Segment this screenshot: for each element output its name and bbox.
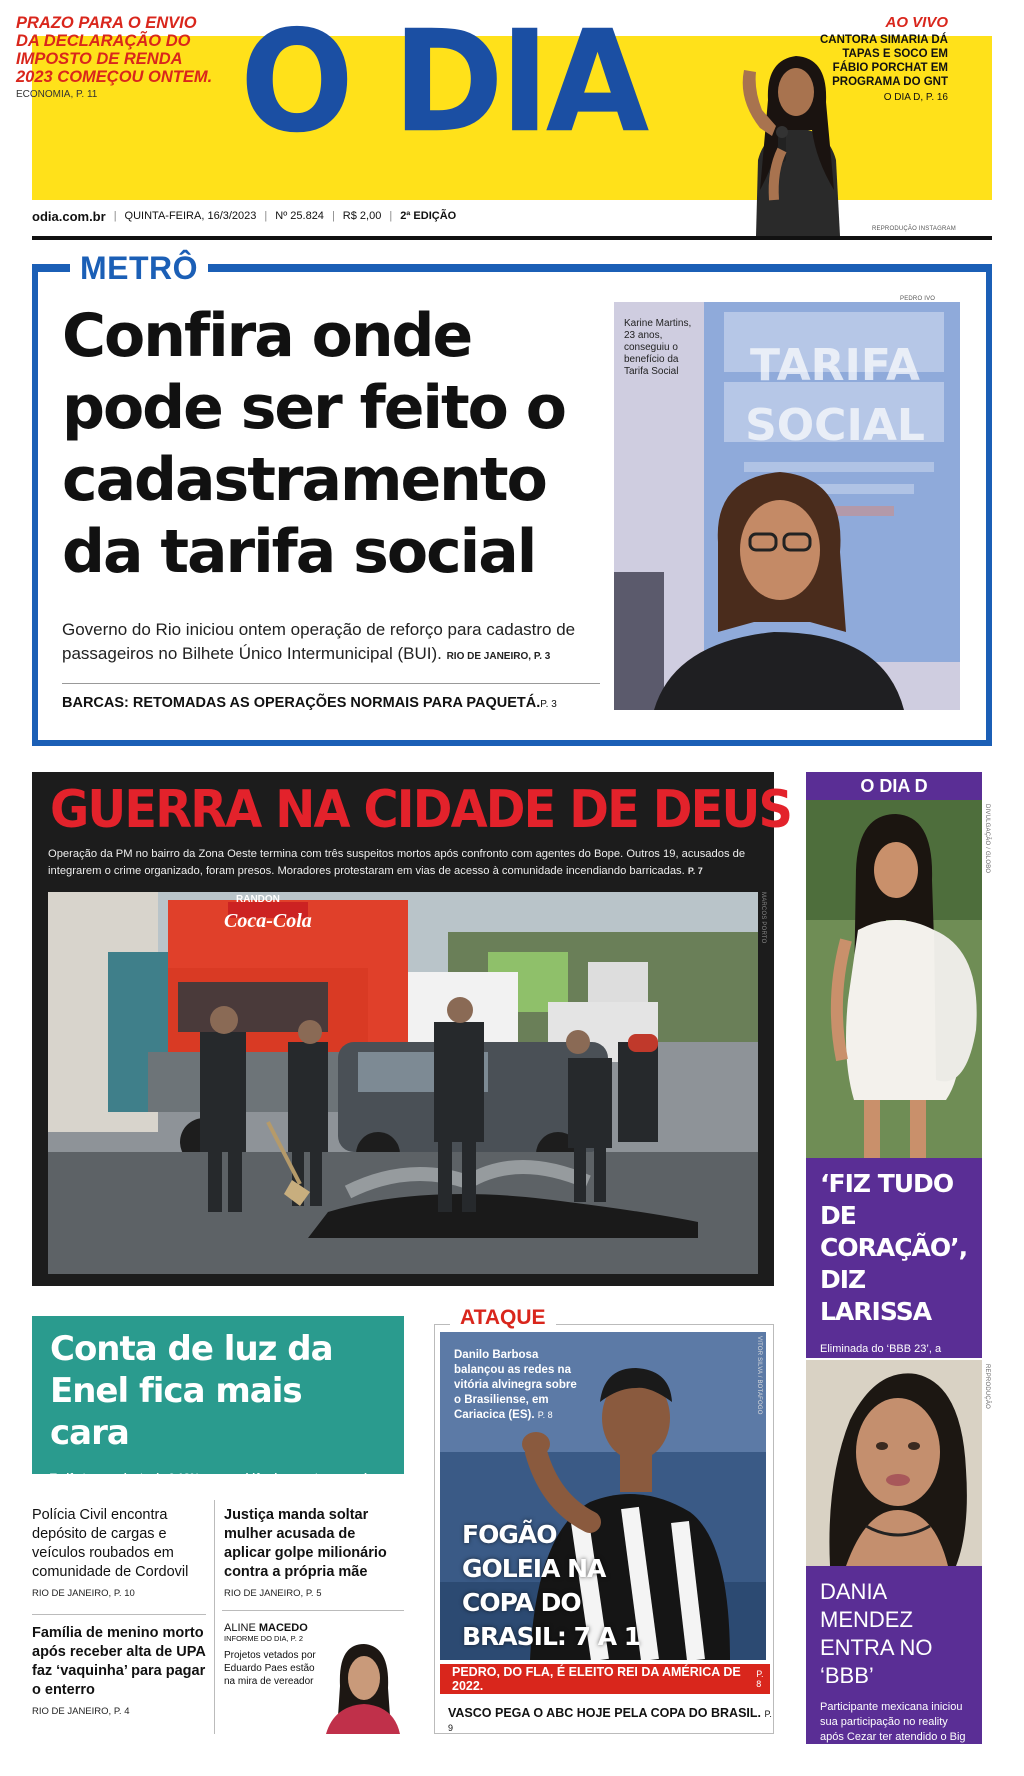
- pedro-ref: P. 8: [756, 1669, 764, 1689]
- edition-price: R$ 2,00: [342, 210, 382, 222]
- pedro-story[interactable]: [440, 1664, 770, 1694]
- tarifa-sign-line1: TARIFA: [750, 340, 920, 391]
- story-divider: [32, 1614, 206, 1615]
- ataque-headline[interactable]: FOGÃO GOLEIA NA COPA DO BRASIL: 7 A 1: [462, 1520, 641, 1651]
- edition-label: 2ª EDIÇÃO: [400, 210, 457, 222]
- metro-divider: [62, 683, 600, 684]
- larissa-photo: [806, 800, 982, 1158]
- dania-subtitle-text: Participante mexicana iniciou sua participação no reality após Cezar ter atendido o Big Fone.: [820, 1701, 966, 1758]
- dania-story[interactable]: [806, 1566, 982, 1758]
- masthead-right-teaser[interactable]: [820, 14, 948, 103]
- info-line: [32, 206, 992, 226]
- justica-story[interactable]: [224, 1506, 404, 1603]
- larissa-story[interactable]: [806, 1158, 982, 1358]
- simaria-ref: O DIA D, P. 16: [883, 92, 948, 103]
- truck-brand: Coca-Cola: [224, 910, 312, 932]
- tarifa-photo-caption: Karine Martins, 23 anos, conseguiu o benefício da Tarifa Social: [624, 318, 692, 377]
- dania-subtitle: [820, 1700, 968, 1760]
- vasco-story[interactable]: [448, 1706, 774, 1734]
- barcas-ref: P. 3: [540, 699, 557, 710]
- columnist-box[interactable]: [224, 1622, 324, 1688]
- larissa-headline: ‘FIZ TUDO DE CORAÇÃO’, DIZ LARISSA: [820, 1169, 968, 1326]
- vasco-headline: VASCO PEGA O ABC HOJE PELA COPA DO BRASIL.: [448, 1706, 761, 1720]
- aline-macedo-photo: [320, 1636, 404, 1734]
- separator: |: [113, 210, 117, 222]
- metro-headline[interactable]: Confira onde pode ser feito o cadastramento da tarifa social: [62, 301, 565, 587]
- tax-headline: PRAZO PARA O ENVIO DA DECLARAÇÃO DO IMPOSTO DE RENDA 2023 COMEÇOU ONTEM.: [16, 14, 213, 86]
- odia-logo[interactable]: O DIA: [240, 0, 646, 164]
- columnist-role: INFORME DO DIA, P. 2: [224, 1634, 304, 1643]
- edition-date: QUINTA-FEIRA, 16/3/2023: [124, 210, 257, 222]
- guerra-subtitle: [48, 846, 768, 880]
- dania-photo-credit: REPRODUÇÃO: [984, 1364, 990, 1410]
- luz-story[interactable]: [32, 1316, 404, 1500]
- live-tag: AO VIVO: [885, 14, 948, 31]
- luz-subtitle: [50, 1470, 386, 1503]
- pedro-headline: PEDRO, DO FLA, É ELEITO REI DA AMÉRICA DE 2022.: [452, 1665, 741, 1693]
- truck-top: RANDON: [236, 894, 280, 905]
- barcas-headline: BARCAS: RETOMADAS AS OPERAÇÕES NORMAIS PARA PAQUETÁ.: [62, 695, 541, 711]
- larissa-subtitle-text: Eliminada do ‘BBB 23’, a: [820, 1343, 942, 1355]
- metro-subtitle-text: Governo do Rio iniciou ontem operação de reforço para cadastro de passageiros no Bilhete Único Intermunicipal (BUI).: [62, 620, 576, 663]
- justica-headline: Justiça manda soltar mulher acusada de aplicar golpe milionário contra a própria mãe: [224, 1507, 387, 1580]
- larissa-photo-credit: DIVULGAÇÃO / GLOBO: [984, 804, 990, 874]
- tarifa-sign-line2: SOCIAL: [745, 400, 925, 451]
- policia-story[interactable]: [32, 1506, 208, 1603]
- barcas-story[interactable]: [62, 695, 622, 711]
- tarifa-sign: [730, 336, 940, 456]
- ataque-caption-ref: P. 8: [537, 1410, 553, 1420]
- familia-headline: Família de menino morto após receber alta de UPA faz ‘vaquinha’ para pagar o enterro: [32, 1625, 206, 1698]
- site-url[interactable]: odia.com.br: [32, 208, 106, 224]
- masthead-left-teaser[interactable]: [16, 14, 216, 100]
- separator: |: [264, 210, 268, 222]
- luz-subtitle-text: Tarifa teve reajuste de 6,18% para residências e entrou em vigor ontem em 66 municípios do Estado do Rio.: [50, 1472, 385, 1500]
- guerra-subtitle-text: Operação da PM no bairro da Zona Oeste termina com três suspeitos mortos após confronto com agentes do Bope. Outros 19, acusados de integrarem o crime organizado, foram presos. Moradores protestaram em vias de acesso à comunidade incendiando barricadas.: [48, 848, 746, 877]
- odiad-section-label[interactable]: O DIA D: [806, 772, 982, 800]
- justica-ref: RIO DE JANEIRO, P. 5: [224, 1588, 322, 1599]
- guerra-headline[interactable]: GUERRA NA CIDADE DE DEUS: [50, 780, 792, 840]
- columnist-last-name: MACEDO: [258, 1622, 308, 1634]
- luz-headline: Conta de luz da Enel fica mais cara: [50, 1329, 333, 1453]
- ataque-photo-credit: VITOR SILVA / BOTAFOGO: [756, 1336, 762, 1415]
- tax-ref: ECONOMIA, P. 11: [16, 89, 98, 100]
- vasco-ref: P. 9: [448, 1709, 772, 1733]
- dania-ref: P. 16: [851, 1747, 872, 1757]
- guerra-photo: [48, 892, 758, 1274]
- columnist-name: [224, 1622, 324, 1634]
- metro-subtitle: [62, 618, 610, 669]
- guerra-photo-credit: MARCOS PORTO: [760, 892, 766, 944]
- familia-ref: RIO DE JANEIRO, P. 4: [32, 1706, 130, 1717]
- column-divider: [214, 1500, 215, 1734]
- policia-ref: RIO DE JANEIRO, P. 10: [32, 1588, 135, 1599]
- metro-ref: RIO DE JANEIRO, P. 3: [446, 651, 551, 662]
- simaria-headline: CANTORA SIMARIA DÁ TAPAS E SOCO EM FÁBIO PORCHAT EM PROGRAMA DO GNT: [820, 34, 948, 88]
- policia-headline: Polícia Civil encontra depósito de cargas e veículos roubados em comunidade de Cordovil: [32, 1507, 189, 1580]
- dania-photo: [806, 1360, 982, 1566]
- edition-number: Nº 25.824: [275, 210, 324, 222]
- separator: |: [331, 210, 335, 222]
- separator: |: [389, 210, 393, 222]
- luz-ref: P. 11: [277, 1490, 296, 1499]
- familia-story[interactable]: [32, 1624, 212, 1721]
- ataque-caption: [454, 1348, 584, 1423]
- guerra-ref: P. 7: [687, 866, 703, 876]
- columnist-first-name: ALINE: [224, 1622, 256, 1634]
- masthead-rule: [32, 236, 992, 240]
- tarifa-photo-credit: PEDRO IVO: [900, 296, 936, 302]
- columnist-text: Projetos vetados por Eduardo Paes estão na mira de vereador: [224, 1650, 316, 1687]
- dania-headline: DANIA MENDEZ ENTRA NO ‘BBB’: [820, 1579, 933, 1688]
- ataque-caption-text: Danilo Barbosa balançou as redes na vitória alvinegra sobre o Brasiliense, em Cariacica (ES).: [454, 1349, 577, 1421]
- metro-section-label: METRÔ: [70, 250, 208, 287]
- story-divider: [222, 1610, 404, 1611]
- simaria-photo-credit: REPRODUÇÃO INSTAGRAM: [872, 226, 956, 232]
- ataque-section-label: ATAQUE: [450, 1306, 556, 1330]
